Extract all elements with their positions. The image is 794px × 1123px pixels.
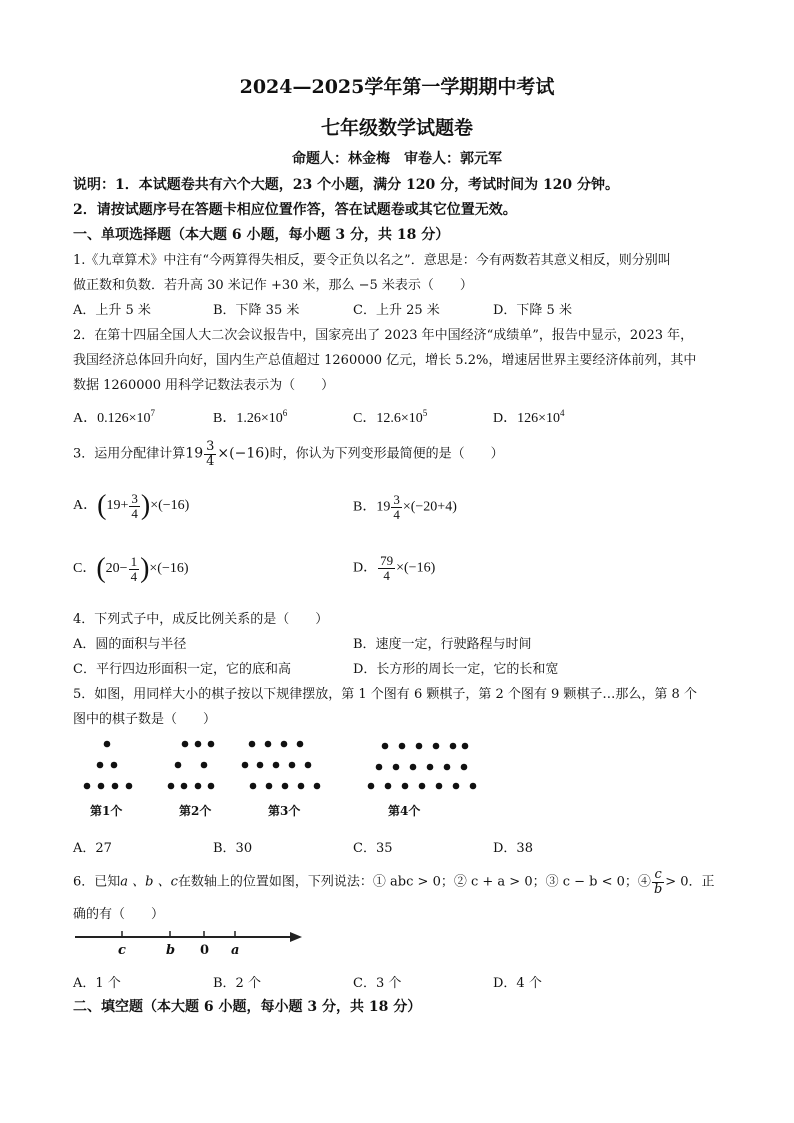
- q3-option-d: D． $\frac{79}{4}$ ×(−16): [353, 553, 436, 583]
- q6-stem-line-1: 6．已知a 、b 、c在数轴上的位置如图，下列说法：① abc > 0；② c + a > 0；③ c − b < 0；④ $\frac{c}{b}$ > 0．正: [73, 867, 715, 897]
- q1-stem-line-1: 1.《九章算术》中注有“今两算得失相反，要令正负以名之”．意思是：今有两数若其意义相反，则分别叫: [73, 253, 671, 268]
- q5-stem-line-1: 5．如图，用同样大小的棋子按以下规律摆放，第 1 个图有 6 颗棋子，第 2 个图有 9 颗棋子…那么，第 8 个: [73, 687, 697, 702]
- q1-stem-line-2: 做正数和负数．若升高 30 米记作 +30 米，那么 −5 米表示（ ）: [73, 278, 473, 293]
- q2-option-a: A．$0.126\times 10^7$: [73, 408, 156, 426]
- number-line-label-a: a: [231, 943, 240, 958]
- q1-option-a: A．上升 5 米: [73, 303, 151, 318]
- q4-option-b: B．速度一定，行驶路程与时间: [353, 637, 532, 652]
- q1-option-c: C．上升 25 米: [353, 303, 440, 318]
- q1-option-d: D．下降 5 米: [493, 303, 572, 318]
- q2-stem-line-2: 我国经济总体回升向好，国内生产总值超过 1260000 亿元，增长 5.2%，增速居世界主要经济体前列，其中: [73, 353, 697, 368]
- q6-stem-line-2: 确的有（ ）: [73, 907, 165, 922]
- q2-option-b: B．$1.26\times 10^6$: [213, 408, 288, 426]
- section-1-title: 一、单项选择题（本大题 6 小题，每小题 3 分，共 18 分）: [73, 227, 450, 243]
- number-line-label-c: c: [118, 943, 126, 958]
- figure-4-pieces: [368, 743, 477, 790]
- figure-1-label: 第1个: [90, 804, 123, 818]
- figure-1-pieces: [84, 741, 133, 790]
- q2-stem-line-1: 2．在第十四届全国人大二次会议报告中，国家亮出了 2023 年中国经济“成绩单”，报告中显示，2023 年，: [73, 328, 694, 343]
- q5-option-c: C．35: [353, 841, 393, 856]
- q6-option-d: D．4 个: [493, 976, 542, 991]
- q6-option-a: A．1 个: [73, 976, 121, 991]
- q3-option-b: B．19 $\frac{3}{4}$ ×(−20+4): [353, 492, 457, 522]
- number-line-label-zero: 0: [200, 943, 210, 958]
- figure-4-label: 第4个: [388, 804, 421, 818]
- q4-stem: 4．下列式子中，成反比例关系的是（ ）: [73, 612, 329, 627]
- q5-option-b: B．30: [213, 841, 253, 856]
- q6-number-line: [70, 925, 310, 945]
- instructions-line-2: 2．请按试题序号在答题卡相应位置作答，答在试题卷或其它位置无效。: [73, 202, 517, 218]
- q5-chess-figure: [70, 735, 490, 795]
- q4-option-c: C．平行四边形面积一定，它的底和高: [73, 662, 291, 677]
- q3-stem: 3．运用分配律计算19 $\frac{3}{4}$ ×(−16)时，你认为下列变形最简便的是（ ）: [73, 439, 504, 469]
- q3-option-c: C．(20− $\frac{1}{4}$ )×(−16): [73, 553, 189, 584]
- number-line-label-b: b: [166, 943, 176, 958]
- q2-option-d: D．$126\times 10^4$: [493, 408, 565, 426]
- exam-authors: 命题人：林金梅 审卷人：郭元军: [292, 151, 502, 167]
- number-line-arrow: [290, 932, 302, 942]
- q2-stem-line-3: 数据 1260000 用科学记数法表示为（ ）: [73, 378, 335, 393]
- instructions-line-1: 说明：1．本试题卷共有六个大题，23 个小题，满分 120 分，考试时间为 120 分钟。: [73, 177, 620, 193]
- figure-2-label: 第2个: [179, 804, 212, 818]
- q2-option-c: C．$12.6\times 10^5$: [353, 408, 428, 426]
- q6-option-b: B．2 个: [213, 976, 261, 991]
- q5-option-d: D．38: [493, 841, 533, 856]
- q6-option-c: C．3 个: [353, 976, 402, 991]
- exam-subtitle: 七年级数学试题卷: [320, 117, 473, 139]
- exam-title: 2024—2025学年第一学期期中考试: [239, 76, 555, 98]
- figure-2-pieces: [168, 741, 215, 790]
- q5-stem-line-2: 图中的棋子数是（ ）: [73, 712, 217, 727]
- q4-option-a: A．圆的面积与半径: [73, 637, 187, 652]
- figure-3-pieces: [242, 741, 321, 790]
- figure-3-label: 第3个: [268, 804, 301, 818]
- q4-option-d: D．长方形的周长一定，它的长和宽: [353, 662, 559, 677]
- q1-option-b: B．下降 35 米: [213, 303, 300, 318]
- section-2-title: 二、填空题（本大题 6 小题，每小题 3 分，共 18 分）: [73, 999, 422, 1015]
- q3-option-a: A．(19+ $\frac{3}{4}$ )×(−16): [73, 490, 190, 521]
- q5-option-a: A．27: [73, 841, 112, 856]
